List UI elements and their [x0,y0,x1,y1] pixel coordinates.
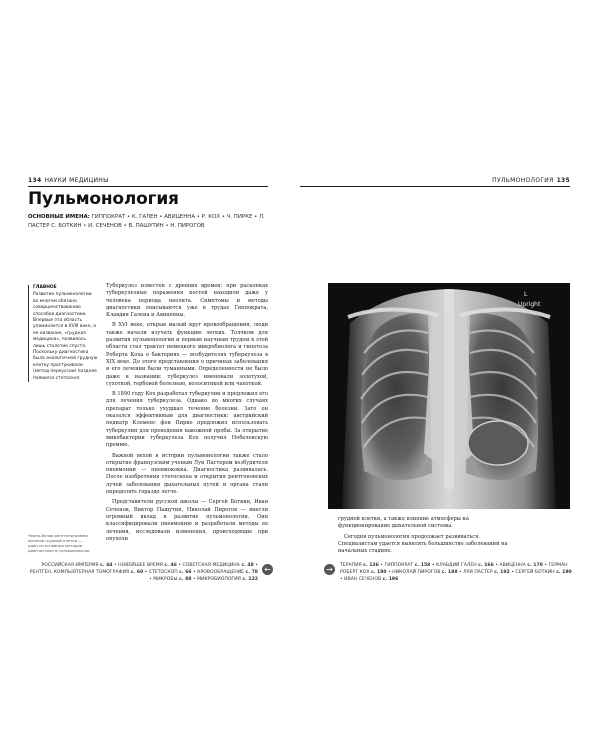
cross-reference-page: с. 46 [164,563,177,568]
cross-reference-name: НИКОЛАЙ ПИРОГОВ [392,570,442,575]
cross-reference-page: с. 60 [130,570,144,575]
cross-reference-page: с. 122 [242,577,258,582]
cross-reference-link[interactable] [340,563,379,568]
article-body [106,283,268,546]
cross-reference-link[interactable] [499,563,542,568]
cross-reference-link[interactable] [153,577,191,582]
cross-reference-link[interactable] [344,577,398,582]
cross-reference-name: АВИЦЕННА [499,563,528,568]
body-paragraph: Важной вехой в истории пульмонологии также стало открытие французским ученым Луи Пастером возбудителя пневмонии — пневмококка. Диагностика развивалась. После изобретения стетоскопа и открытия рентгеновских лучей заболевания дыхательных путей и органа стали определять гораздо легче. [106,452,268,496]
image-caption: Черно-белая рентгенограмма органов грудной клетки — один из основных методов диагностики в пульмонологии [28,533,90,553]
cross-reference-link[interactable] [182,563,253,568]
cross-reference-link[interactable] [30,570,143,575]
cross-reference-page: с. 158 [414,563,431,568]
cross-reference-name: РЕНТГЕН, КОМПЬЮТЕРНАЯ ТОМОГРАФИЯ [29,570,131,575]
chest-xray-image [328,283,570,509]
cross-reference-link[interactable] [384,563,430,568]
cross-reference-page: с. 192 [494,570,510,575]
running-header-left [28,174,268,187]
cross-reference-name: ТЕРАПИЯ [340,563,364,568]
xray-label-l: L [524,291,528,298]
cross-reference-name: МИКРОБЫ [153,577,179,582]
cross-reference-page: с. 136 [363,563,379,568]
cross-references-left: РОССИЙСКАЯ ИМПЕРИЯ с. 44 • НОВЕЙШЕЕ ВРЕМЯ с. 46 • СОВЕТСКАЯ МЕДИЦИНА с. 48 • РЕНТГЕН, КОМПЬЮТЕРНАЯ ТОМОГРАФИЯ с. 60 • СТЕТОСКОП с. 66 • КРОВООБРАЩЕНИЕ с. 78 • МИКРОБЫ с. 88 • МИКРОБИОЛОГИЯ с. 122 [29,563,258,582]
key-names [28,213,276,230]
body-paragraph: Представители русской школы — Сергей Боткин, Иван Сеченов, Виктор Пашутин, Николай Пирогов — внесли огромный вклад в развитие пульмонологии. Они классифицировали пневмонию и разработали методы ее лечения, исследовали изменения, происходящие при опухоли [106,499,268,542]
cross-reference-name: СЕРГЕЙ БОТКИН [515,570,557,575]
cross-reference-link[interactable] [41,563,112,568]
key-names-list: ГИППОКРАТ • К. ГАЛЕН • АВИЦЕННА • Р. КОХ • Ч. ПИРКЕ • Л. ПАСТЕР С. БОТКИН • И. СЕЧЕНОВ • В. ПАШУТИН • Н. ПИРОГОВ [28,214,265,229]
cross-reference-link[interactable] [515,570,571,575]
body-paragraph: В 1890 году Кох разработал туберкулин и предложил его для лечения туберкулеза. Однако во многих случаях препарат только ухудшал течение болезни. Зато он оказался эффективным для диагностики: австрийский педиатр Клеменс фон Пирке предложил использовать туберкулин для проведения накожной пробы. За открытие микобактерии туберкулеза Кох получил Нобелевскую премию. [106,391,268,449]
cross-references-right: ТЕРАПИЯ с. 136 • ГИППОКРАТ с. 158 • КЛАВДИЙ ГАЛЕН с. 166 • АВИЦЕННА с. 170 • ГЕРМАН РОБЕРТ КОХ с. 180 • НИКОЛАЙ ПИРОГОВ с. 188 • ЛУИ ПАСТЕР с. 192 • СЕРГЕЙ БОТКИН с. 190 • ИВАН СЕЧЕНОВ с. 196 [340,563,572,582]
summary-sidebar [28,285,98,382]
sidebar-text: Развитие пульмонологии во многом обязано совершенствованию способов диагностики. Впервые эта область упоминается в XVIII веке, а ее название, «грудная медицина», появилось лишь столетие спустя. Поскольку диагностика была аналогичной грудную клетку простукивали (метод перкуссии) позднее появился стетоскоп. [33,292,98,381]
body-paragraph: Туберкулез известен с древних времен: при раскопках туберкулезные поражения костей находили даже у человека периода неолита. Симптомы и методы диагностики описываются уже в трудах Гиппократа, Клавдия Галена и Авиценны. [106,283,268,319]
cross-reference-link[interactable] [149,570,192,575]
cross-reference-page: с. 48 [241,563,254,568]
page-number-left: 134 [28,177,42,184]
cross-reference-page: с. 88 [179,577,192,582]
cross-reference-name: КЛАВДИЙ ГАЛЕН [436,563,479,568]
page-number-right: 135 [556,177,570,184]
cross-reference-page: с. 170 [527,563,543,568]
cross-reference-page: с. 166 [478,563,494,568]
cross-reference-link[interactable] [463,570,510,575]
xray-graphic [328,283,570,509]
cross-reference-name: РОССИЙСКАЯ ИМПЕРИЯ [41,563,101,568]
cross-reference-page: с. 188 [441,570,458,575]
running-header-right [300,174,570,187]
cross-reference-name: СТЕТОСКОП [148,570,180,575]
cross-reference-name: СОВЕТСКАЯ МЕДИЦИНА [182,563,242,568]
body-paragraph: В XVI веке, открыв малый круг кровообращения, люди также начали изучать функцию легких. Толчком для развития пульмонологии и первым научным трудом в этой области стал трактат немецкого микробиолога и гипотеза Роберта Коха о бактериях — возбудителях туберкулеза в XIX веке. До этого представления о причинах заболевания и его лечении были туманными. Определенности не было даже в названии: туберкулез именовали золотухой, сухоткой, гербовой болезнью, волоситикой или чахоткой. [106,322,268,387]
cross-reference-name: ИВАН СЕЧЕНОВ [344,577,383,582]
section-name-left: НАУКИ МЕДИЦИНЫ [44,177,109,184]
cross-reference-page: с. 190 [556,570,572,575]
cross-reference-page: с. 78 [245,570,258,575]
cross-reference-name: КРОВООБРАЩЕНИЕ [197,570,246,575]
sidebar-heading: ГЛАВНОЕ [33,285,57,290]
cross-reference-name: ГЕРМАН РОБЕРТ КОХ [340,563,568,575]
article-title: Пульмонология [28,189,179,209]
arrow-left-icon[interactable]: ← [262,564,273,575]
cross-reference-name: МИКРОБИОЛОГИЯ [197,577,243,582]
cross-reference-page: с. 196 [382,577,399,582]
cross-reference-page: с. 44 [100,563,113,568]
xray-label-upright: Upright [518,301,541,308]
cross-reference-name: ГИППОКРАТ [384,563,415,568]
cross-reference-page: с. 66 [179,570,192,575]
article-body-continued [338,516,510,558]
body-paragraph: Сегодня пульмонология продолжает развиваться. Специалистам удается выявлять большинство заболеваний на начальных стадиях. [338,533,508,555]
cross-reference-name: НОВЕЙШЕЕ ВРЕМЯ [118,563,165,568]
arrow-right-icon[interactable]: → [324,564,335,575]
cross-reference-name: ЛУИ ПАСТЕР [463,570,495,575]
cross-reference-link[interactable] [197,570,258,575]
cross-reference-link[interactable] [197,577,258,582]
section-name-right: ПУЛЬМОНОЛОГИЯ [492,177,554,184]
body-paragraph: грудной клетки, а также влияние атмосферы на функционирование дыхательной системы. [338,516,469,530]
cross-reference-page: с. 180 [370,570,387,575]
cross-reference-link[interactable] [118,563,177,568]
cross-reference-link[interactable] [436,563,494,568]
key-names-label: ОСНОВНЫЕ ИМЕНА: [28,214,90,220]
cross-reference-link[interactable] [392,570,457,575]
